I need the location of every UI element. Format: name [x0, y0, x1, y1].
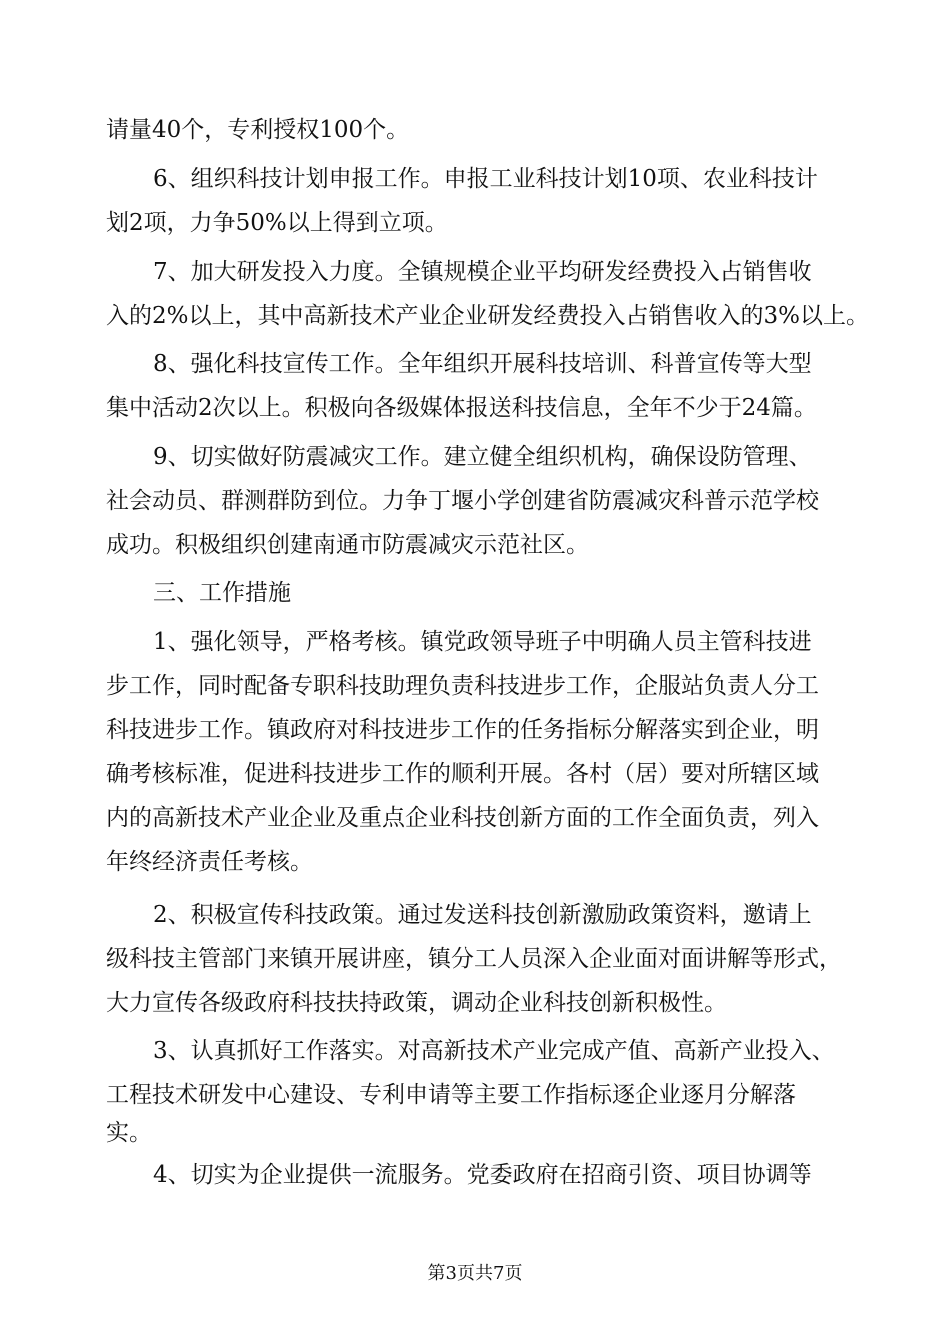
- text-line: 实。: [106, 1120, 152, 1146]
- text-line: 确考核标准，促进科技进步工作的顺利开展。各村（居）要对所辖区域: [106, 761, 819, 787]
- text-line: 入的2%以上，其中高新技术产业企业研发经费投入占销售收入的3%以上。: [106, 303, 869, 329]
- text-line: 划2项，力争50%以上得到立项。: [106, 210, 448, 236]
- text-line: 年终经济责任考核。: [106, 849, 313, 875]
- text-line: 社会动员、群测群防到位。力争丁堰小学创建省防震减灾科普示范学校: [106, 488, 819, 514]
- text-line: 6、组织科技计划申报工作。申报工业科技计划10项、农业科技计: [153, 166, 818, 192]
- text-line: 工程技术研发中心建设、专利申请等主要工作指标逐企业逐月分解落: [106, 1082, 796, 1108]
- text-line: 大力宣传各级政府科技扶持政策，调动企业科技创新积极性。: [106, 990, 727, 1016]
- text-line: 级科技主管部门来镇开展讲座，镇分工人员深入企业面对面讲解等形式，: [106, 946, 842, 972]
- text-line: 9、切实做好防震减灾工作。建立健全组织机构，确保设防管理、: [153, 444, 812, 470]
- text-line: 集中活动2次以上。积极向各级媒体报送科技信息，全年不少于24篇。: [106, 395, 817, 421]
- text-line: 步工作，同时配备专职科技助理负责科技进步工作，企服站负责人分工: [106, 673, 819, 699]
- page-number-footer: 第3页共7页: [427, 1263, 523, 1284]
- text-line: 2、积极宣传科技政策。通过发送科技创新激励政策资料，邀请上: [153, 902, 812, 928]
- text-line: 7、加大研发投入力度。全镇规模企业平均研发经费投入占销售收: [153, 259, 812, 285]
- text-line: 3、认真抓好工作落实。对高新技术产业完成产值、高新产业投入、: [153, 1038, 835, 1064]
- text-line: 8、强化科技宣传工作。全年组织开展科技培训、科普宣传等大型: [153, 351, 812, 377]
- text-line: 请量40个，专利授权100个。: [106, 117, 410, 143]
- text-line: 科技进步工作。镇政府对科技进步工作的任务指标分解落实到企业，明: [106, 717, 819, 743]
- text-line: 1、强化领导，严格考核。镇党政领导班子中明确人员主管科技进: [153, 629, 812, 655]
- section-heading: 三、工作措施: [153, 580, 291, 606]
- text-line: 4、切实为企业提供一流服务。党委政府在招商引资、项目协调等: [153, 1162, 812, 1188]
- text-line: 成功。积极组织创建南通市防震减灾示范社区。: [106, 532, 589, 558]
- text-line: 内的高新技术产业企业及重点企业科技创新方面的工作全面负责，列入: [106, 805, 819, 831]
